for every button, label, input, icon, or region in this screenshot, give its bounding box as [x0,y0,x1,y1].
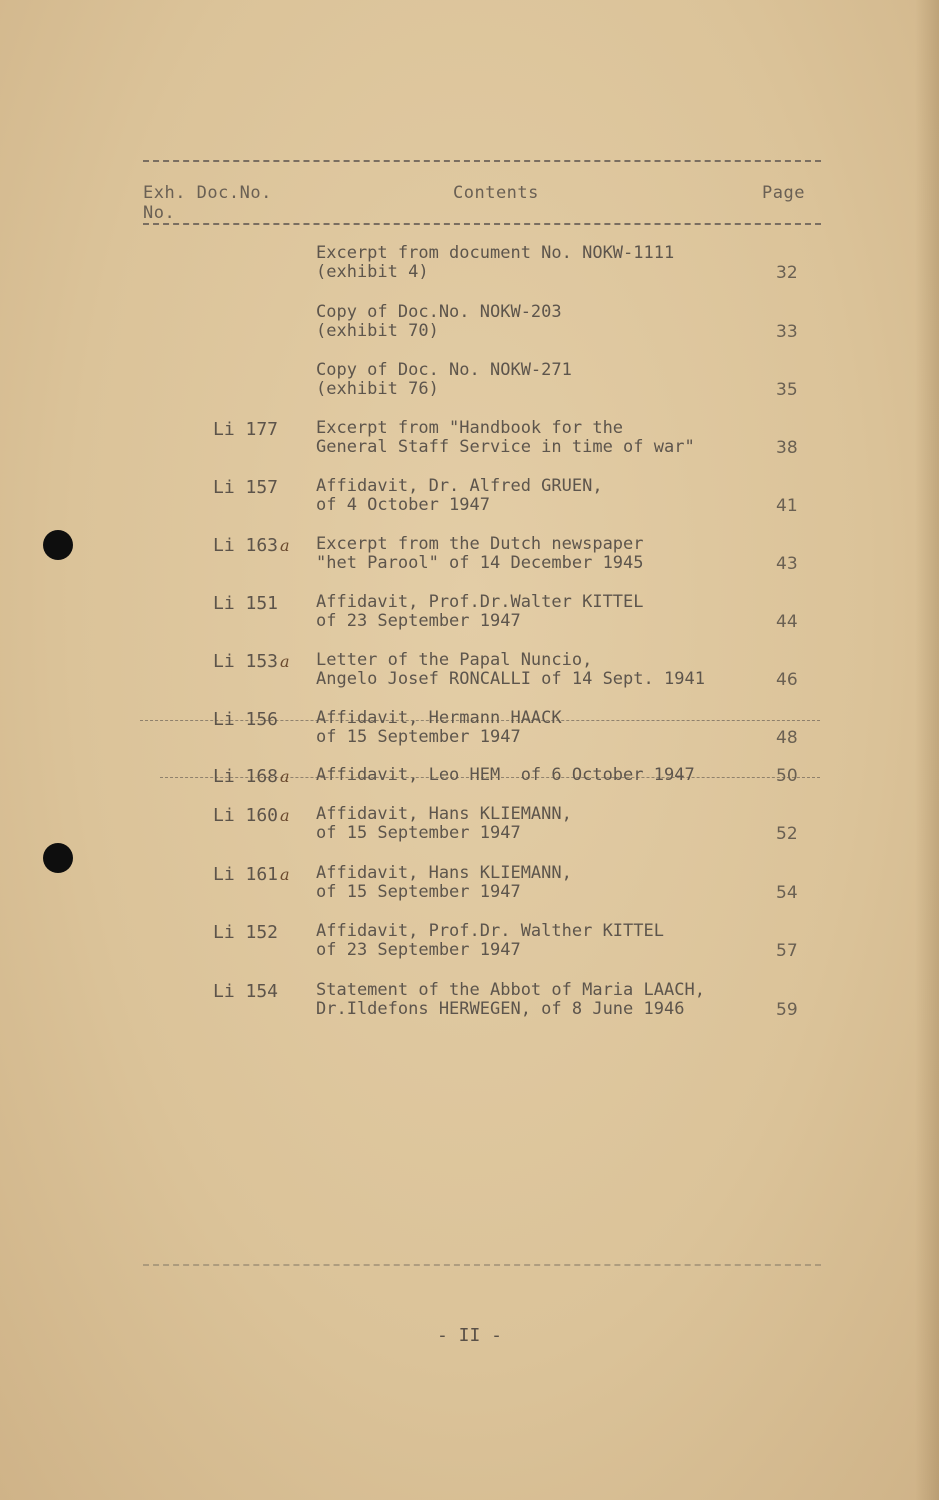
entry-line-1: Copy of Doc. No. NOKW-271 [316,360,572,380]
entry-page: 48 [776,728,798,748]
exhibit-number: Li 157 [213,477,279,498]
entry-line-2: of 15 September 1947 [316,882,521,902]
entry-page: 52 [776,824,798,844]
entry-page: 54 [776,883,798,903]
entry-line-2: (exhibit 76) [316,379,439,399]
entry-line-2: of 23 September 1947 [316,611,521,631]
entry-line-1: Affidavit, Dr. Alfred GRUEN, [316,476,603,496]
toc-entry [0,361,939,411]
handwritten-mark: a [280,652,290,671]
exhibit-number: Li 160 a [213,805,290,826]
page-number: - II - [436,1325,503,1346]
toc-entry [0,477,939,527]
exhibit-number: Li 154 [213,981,279,1002]
entry-line-1: Affidavit, Hans KLIEMANN, [316,804,572,824]
exhibit-number: Li 177 [213,419,279,440]
entry-line-2: (exhibit 4) [316,262,429,282]
entry-page: 41 [776,496,798,516]
entry-line-1: Excerpt from document No. NOKW-1111 [316,243,675,263]
entry-line-2: of 15 September 1947 [316,823,521,843]
entry-page: 59 [776,1000,798,1020]
entry-line-2: of 23 September 1947 [316,940,521,960]
toc-entry [0,709,939,759]
entry-page: 43 [776,554,798,574]
handwritten-mark: a [280,806,290,825]
entry-line-2: of 15 September 1947 [316,727,521,747]
exhibit-number [213,244,215,265]
header-exh-doc-label: Exh. Doc.No. [143,183,272,203]
entry-line-1: Affidavit, Prof.Dr.Walter KITTEL [316,592,644,612]
toc-entry [0,805,939,855]
toc-entry [0,981,939,1031]
entry-line-2: "het Parool" of 14 December 1945 [316,553,644,573]
header-dashed-rule [143,223,821,225]
top-dashed-rule [143,160,821,162]
toc-entry [0,244,939,294]
exhibit-number: Li 156 [213,709,279,730]
entry-page: 50 [776,766,798,786]
toc-entry [0,922,939,972]
exhibit-number: Li 161 a [213,864,290,885]
toc-entry [0,419,939,469]
entry-line-1: Affidavit, Hans KLIEMANN, [316,863,572,883]
bottom-dashed-rule [143,1264,821,1266]
entry-line-2: Angelo Josef RONCALLI of 14 Sept. 1941 [316,669,705,689]
entry-line-1: Excerpt from the Dutch newspaper [316,534,644,554]
entry-page: 46 [776,670,798,690]
handwritten-mark: a [280,767,290,786]
entry-line-1: Letter of the Papal Nuncio, [316,650,593,670]
entry-page: 57 [776,941,798,961]
handwritten-mark: a [280,536,290,555]
entry-page: 44 [776,612,798,632]
exhibit-number [213,303,215,324]
handwritten-mark: a [280,865,290,884]
entry-page: 32 [776,263,798,283]
header-contents-label: Contents [453,183,539,203]
toc-entry [0,303,939,353]
toc-entry [0,593,939,643]
entry-line-1: Affidavit, Prof.Dr. Walther KITTEL [316,921,664,941]
entry-line-2: Dr.Ildefons HERWEGEN, of 8 June 1946 [316,999,685,1019]
entry-line-1: Copy of Doc.No. NOKW-203 [316,302,562,322]
toc-entry [0,864,939,914]
entry-page: 33 [776,322,798,342]
toc-entry [0,651,939,701]
entry-line-1: Excerpt from "Handbook for the [316,418,624,438]
entry-line-1: Affidavit, Leo HEM of 6 October 1947 [316,765,695,785]
exhibit-number: Li 152 [213,922,279,943]
header-page-label: Page [762,183,805,203]
exhibit-number: Li 151 [213,593,279,614]
entry-line-1: Affidavit, Hermann HAACK [316,708,562,728]
entry-line-2: General Staff Service in time of war" [316,437,695,457]
entry-line-1: Statement of the Abbot of Maria LAACH, [316,980,705,1000]
toc-entry [0,535,939,585]
exhibit-number: Li 168 a [213,766,290,787]
exhibit-number: Li 153 a [213,651,290,672]
entry-line-2: (exhibit 70) [316,321,439,341]
entry-page: 38 [776,438,798,458]
entry-page: 35 [776,380,798,400]
header-no-label: No. [143,203,176,223]
exhibit-number [213,361,215,382]
exhibit-number: Li 163 a [213,535,290,556]
entry-line-2: of 4 October 1947 [316,495,490,515]
